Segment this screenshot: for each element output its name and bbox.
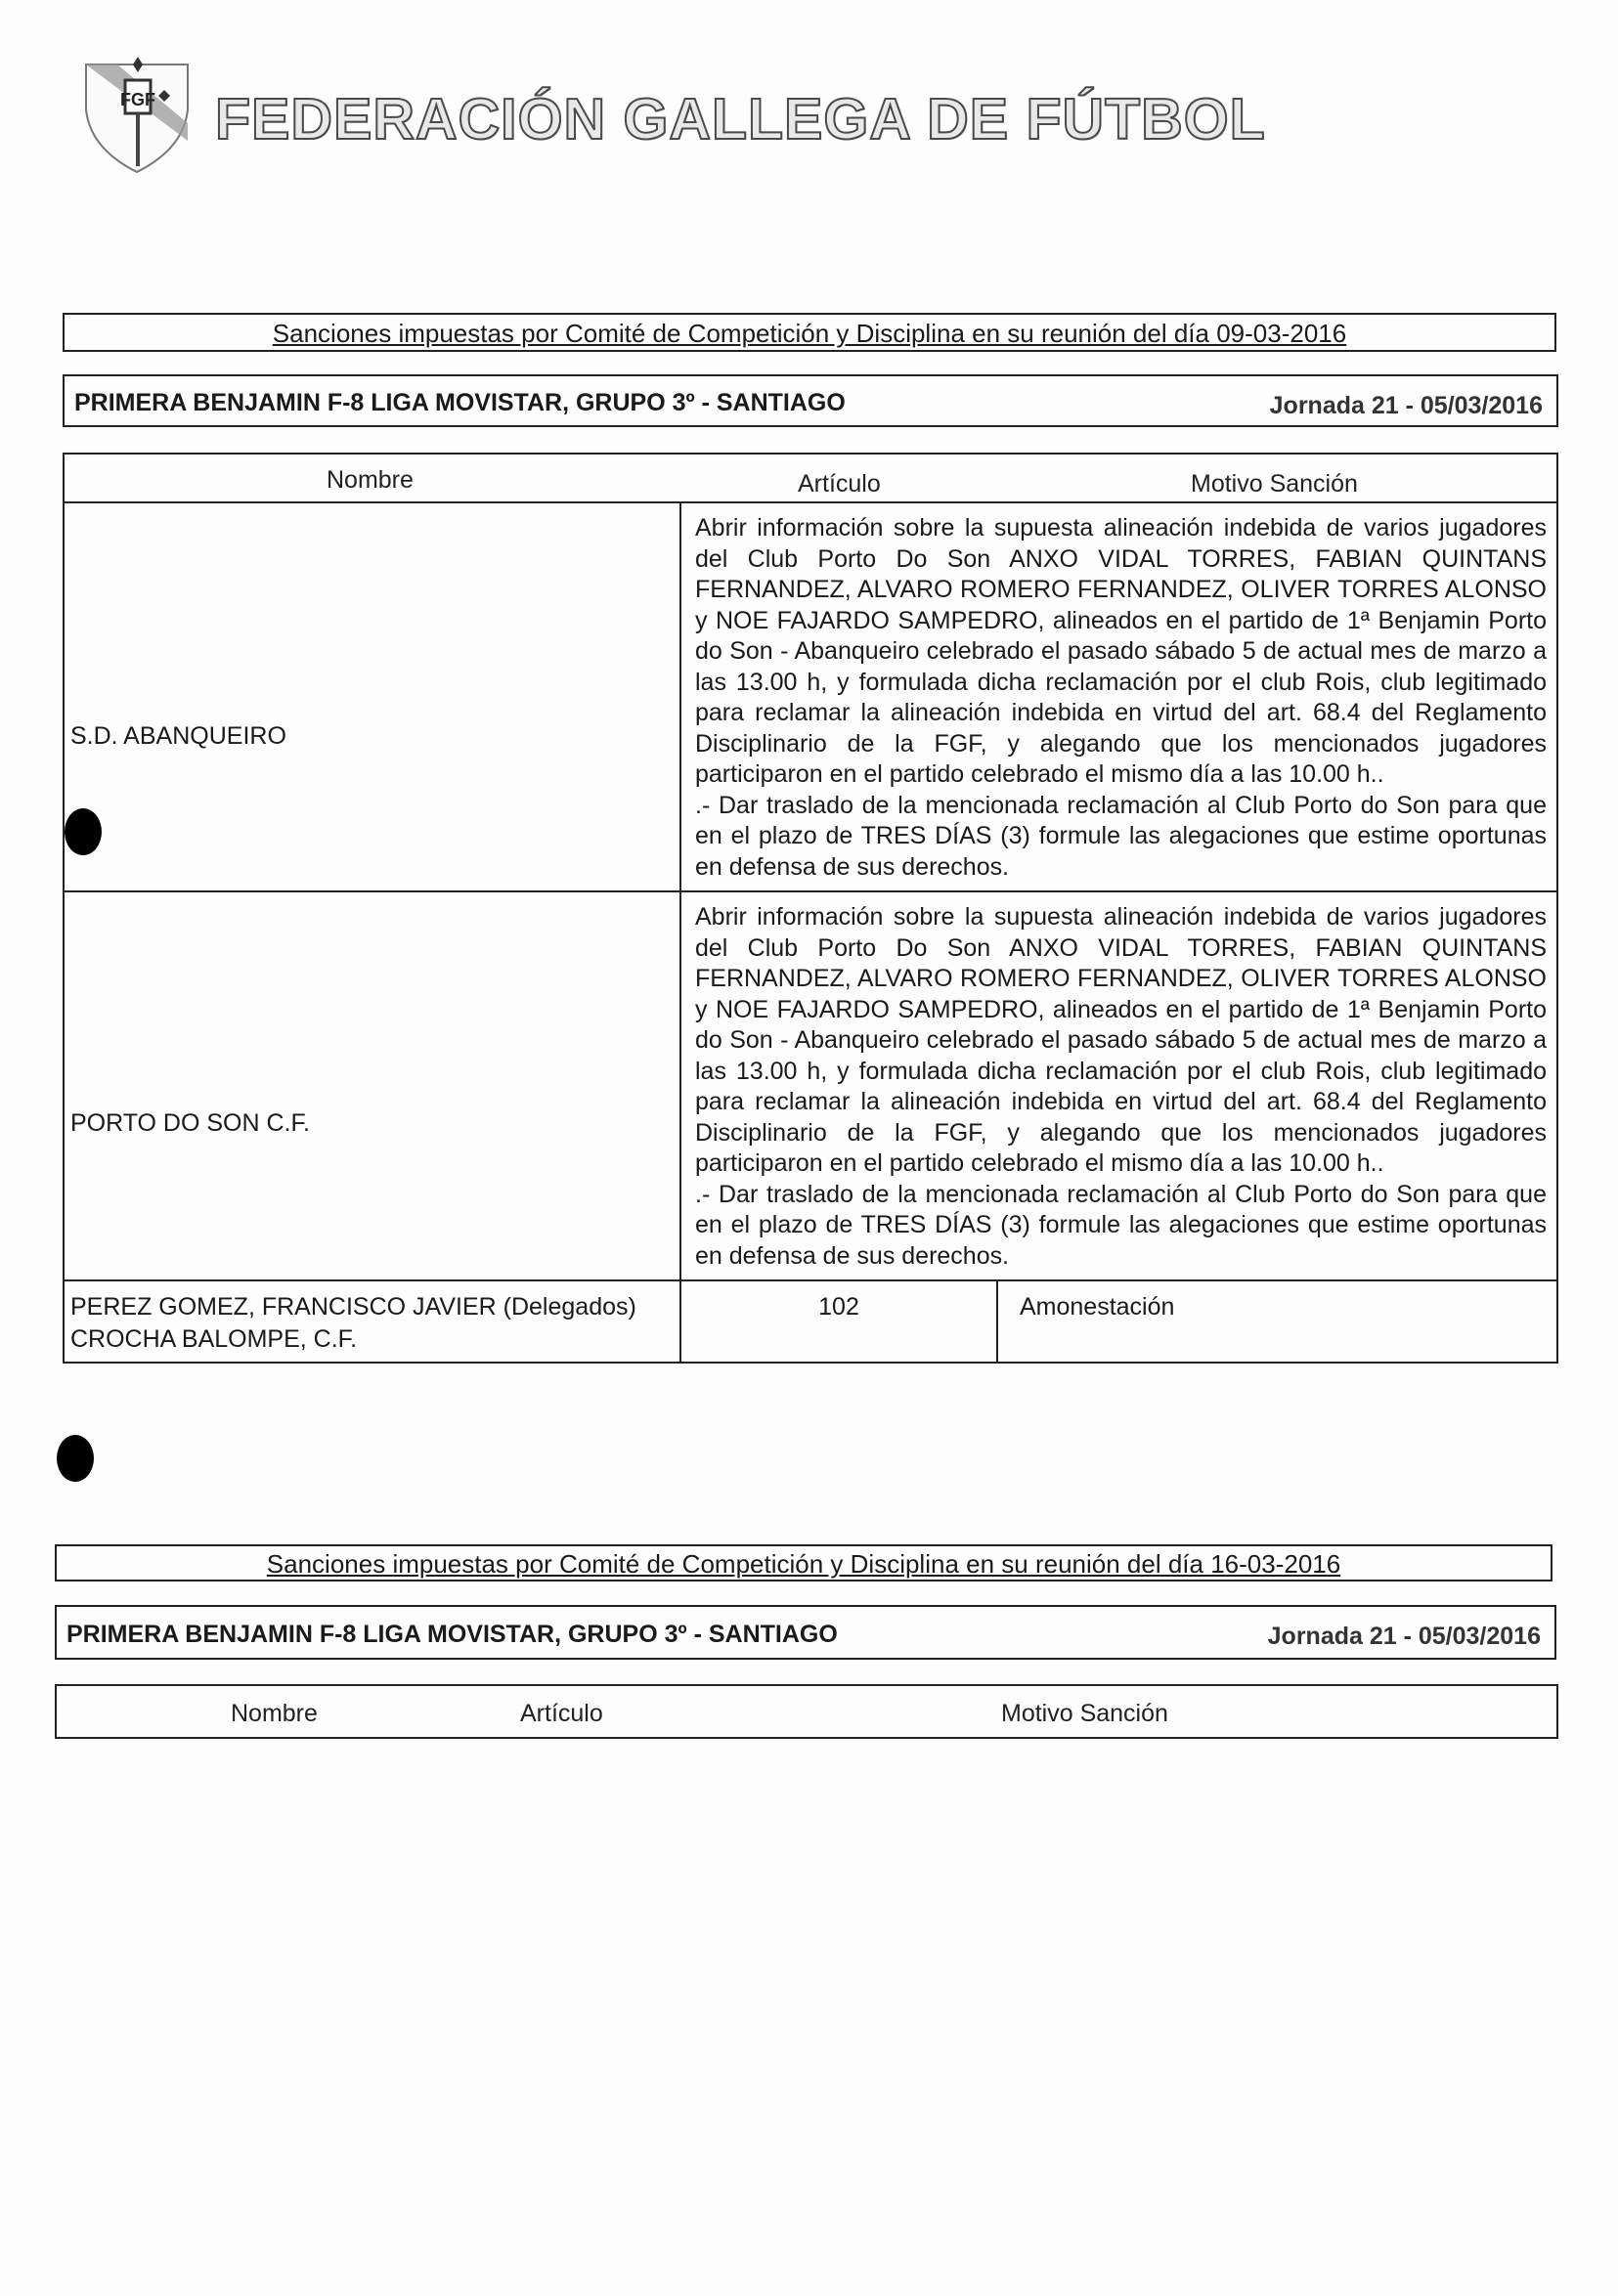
row-articulo: 102 [681, 1281, 998, 1362]
row-club: CROCHA BALOMPE, C.F. [70, 1325, 358, 1353]
motivo-paragraph-2: .- Dar traslado de la mencionada reclamación al Club Porto do Son para que en el plazo de TRES DÍAS (3) formule las alegaciones que estime oportunas en defensa de sus derechos. [695, 791, 1547, 881]
jornada-1: Jornada 21 - 05/03/2016 [1269, 392, 1543, 419]
meeting-title-box-1 [63, 313, 1556, 352]
row-name: PEREZ GOMEZ, FRANCISCO JAVIER (Delegados) [70, 1293, 636, 1321]
meeting-title-2: Sanciones impuestas por Comité de Competición y Disciplina en su reunión del día 16-03-2016 [266, 1549, 1341, 1579]
table-row [65, 503, 1556, 892]
competition-box-1 [63, 374, 1558, 427]
row-name: S.D. ABANQUEIRO [70, 722, 286, 750]
meeting-title-1: Sanciones impuestas por Comité de Competición y Disciplina en su reunión del día 09-03-2016 [272, 319, 1347, 348]
col-nombre: Nombre [231, 1700, 318, 1727]
col-articulo: Artículo [520, 1700, 603, 1727]
punch-hole-mark [65, 808, 102, 855]
row-motivo: Amonestación [1020, 1293, 1175, 1321]
logo-text: FGF [120, 90, 155, 109]
row-name-cell [65, 1281, 681, 1362]
motivo-paragraph-2: .- Dar traslado de la mencionada reclamación al Club Porto do Son para que en el plazo de TRES DÍAS (3) formule las alegaciones que estime oportunas en defensa de sus derechos. [695, 1180, 1547, 1270]
jornada-2: Jornada 21 - 05/03/2016 [1267, 1623, 1541, 1650]
document-header [68, 39, 1339, 176]
table-header-2 [55, 1684, 1558, 1739]
table-row [65, 892, 1556, 1281]
sanctions-table-1 [63, 453, 1558, 1364]
competition-name-1: PRIMERA BENJAMIN F-8 LIGA MOVISTAR, GRUPO 3º - SANTIAGO [74, 389, 846, 416]
col-motivo: Motivo Sanción [1191, 470, 1358, 498]
row-name-cell [65, 892, 681, 1279]
competition-box-2 [55, 1605, 1556, 1660]
col-nombre: Nombre [327, 466, 414, 494]
row-name: PORTO DO SON C.F. [70, 1109, 310, 1137]
row-name-cell [65, 503, 681, 890]
table-header-1 [65, 455, 1556, 503]
col-articulo: Artículo [798, 470, 881, 498]
competition-name-2: PRIMERA BENJAMIN F-8 LIGA MOVISTAR, GRUPO 3º - SANTIAGO [66, 1621, 838, 1648]
table-row [65, 1281, 1556, 1362]
col-motivo: Motivo Sanción [1001, 1700, 1168, 1727]
row-motivo [685, 503, 1556, 890]
motivo-paragraph: Abrir información sobre la supuesta alineación indebida de varios jugadores del Club Porto Do Son ANXO VIDAL TORRES, FABIAN QUINTANS FERNANDEZ, ALVARO ROMERO FERNANDEZ, OLIVER TORRES ALONSO y NOE FAJARDO SAMPEDRO, alineados en el partido de 1ª Benjamin Porto do Son - Abanqueiro celebrado el pasado sábado 5 de actual mes de marzo a las 13.00 h, y formulada dicha reclamación por el club Rois, club legitimado para reclamar la alineación indebida en virtud del art. 68.4 del Reglamento Disciplinario de la FGF, y alegando que los mencionados jugadores participaron en el partido celebrado el mismo día a las 10.00 h.. [695, 903, 1547, 1177]
fgf-shield-logo-icon [78, 51, 196, 174]
organization-title: FEDERACIÓN GALLEGA DE FÚTBOL [215, 87, 1266, 152]
meeting-title-box-2 [55, 1544, 1552, 1581]
row-motivo [685, 892, 1556, 1279]
motivo-paragraph: Abrir información sobre la supuesta alineación indebida de varios jugadores del Club Porto Do Son ANXO VIDAL TORRES, FABIAN QUINTANS FERNANDEZ, ALVARO ROMERO FERNANDEZ, OLIVER TORRES ALONSO y NOE FAJARDO SAMPEDRO, alineados en el partido de 1ª Benjamin Porto do Son - Abanqueiro celebrado el pasado sábado 5 de actual mes de marzo a las 13.00 h, y formulada dicha reclamación por el club Rois, club legitimado para reclamar la alineación indebida en virtud del art. 68.4 del Reglamento Disciplinario de la FGF, y alegando que los mencionados jugadores participaron en el partido celebrado el mismo día a las 10.00 h.. [695, 514, 1547, 788]
punch-hole-mark [57, 1435, 94, 1482]
